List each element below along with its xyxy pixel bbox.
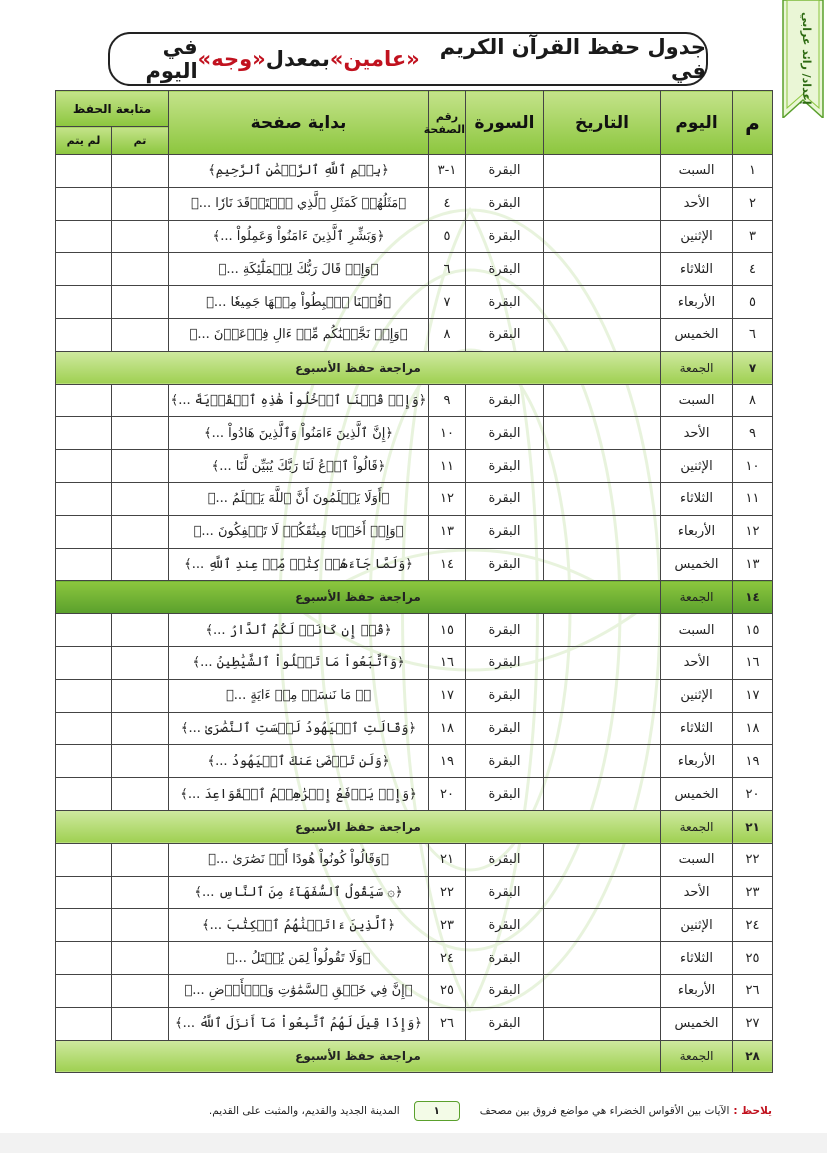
title-duration: «عامين» — [329, 47, 420, 71]
row-page: ١٠ — [429, 417, 466, 450]
table-row — [56, 286, 773, 319]
row-number: ١٤ — [733, 581, 773, 614]
header-page: رقم الصفحة — [429, 91, 466, 155]
table-row — [56, 942, 773, 975]
page-title — [108, 32, 708, 86]
table-row — [56, 384, 773, 417]
row-day: الأربعاء — [661, 974, 733, 1007]
row-page: ٢٣ — [429, 909, 466, 942]
done-checkbox[interactable] — [112, 745, 169, 778]
date-field[interactable] — [544, 909, 661, 942]
date-field[interactable] — [544, 646, 661, 679]
table-row — [56, 909, 773, 942]
date-field[interactable] — [544, 614, 661, 647]
date-field[interactable] — [544, 318, 661, 351]
not-done-checkbox[interactable] — [56, 909, 112, 942]
row-sura: البقرة — [466, 712, 544, 745]
row-start-verse: ﴿وَقَالُواْ كُونُواْ هُودًا أَوۡ نَصَٰرَىٰ ...﴾ — [169, 843, 429, 876]
page-number: ١ — [414, 1101, 460, 1121]
row-number: ٥ — [733, 286, 773, 319]
row-day: السبت — [661, 843, 733, 876]
row-sura: البقرة — [466, 614, 544, 647]
not-done-checkbox[interactable] — [56, 318, 112, 351]
row-start-verse: ﴿وَبَشِّرِ ٱلَّذِينَ ءَامَنُواْ وَعَمِلُواْ ...﴾ — [169, 220, 429, 253]
not-done-checkbox[interactable] — [56, 253, 112, 286]
not-done-checkbox[interactable] — [56, 548, 112, 581]
note-text-a: الآيات بين الأقواس الخضراء هي مواضع فروق بين مصحف — [479, 1105, 730, 1117]
title-part-1: جدول حفظ القرآن الكريم في — [439, 35, 706, 83]
row-page: ٦ — [429, 253, 466, 286]
done-checkbox[interactable] — [112, 417, 169, 450]
review-label: مراجعة حفظ الأسبوع — [56, 351, 661, 384]
row-day: الثلاثاء — [661, 253, 733, 286]
row-page: ٧ — [429, 286, 466, 319]
date-field[interactable] — [544, 482, 661, 515]
row-start-verse: ﴿إِنَّ فِي خَلۡقِ ٱلسَّمَٰوَٰتِ وَٱلۡأَرۡضِ ...﴾ — [169, 974, 429, 1007]
table-row — [56, 843, 773, 876]
row-start-verse: ﴿قَالُواْ ٱدۡعُ لَنَا رَبَّكَ يُبَيِّن لَّنَا ...﴾ — [169, 450, 429, 483]
date-field[interactable] — [544, 843, 661, 876]
not-done-checkbox[interactable] — [56, 712, 112, 745]
row-start-verse: ﴿وَقَالَتِ ٱلۡيَهُودُ لَيۡسَتِ ٱلنَّصَٰرَىٰ ...﴾ — [169, 712, 429, 745]
row-start-verse: ﴿ٱلَّذِينَ ءَاتَيۡنَٰهُمُ ٱلۡكِتَٰبَ ...﴾ — [169, 909, 429, 942]
row-number: ١ — [733, 155, 773, 188]
row-sura: البقرة — [466, 548, 544, 581]
row-start-verse: ﴿وَلَا تَقُولُواْ لِمَن يُقۡتَلُ ...﴾ — [169, 942, 429, 975]
row-day: الخميس — [661, 778, 733, 811]
header-m: م — [733, 91, 773, 155]
row-number: ١٦ — [733, 646, 773, 679]
row-day: الجمعة — [661, 810, 733, 843]
table-row — [56, 745, 773, 778]
table-row — [56, 318, 773, 351]
row-number: ١٩ — [733, 745, 773, 778]
table-body — [56, 155, 773, 1073]
row-number: ١٣ — [733, 548, 773, 581]
row-day: السبت — [661, 614, 733, 647]
row-number: ٢٨ — [733, 1040, 773, 1073]
not-done-checkbox[interactable] — [56, 384, 112, 417]
footer-note — [55, 1100, 772, 1122]
row-number: ٢١ — [733, 810, 773, 843]
not-done-checkbox[interactable] — [56, 220, 112, 253]
row-sura: البقرة — [466, 909, 544, 942]
done-checkbox[interactable] — [112, 974, 169, 1007]
row-number: ٩ — [733, 417, 773, 450]
row-sura: البقرة — [466, 220, 544, 253]
date-field[interactable] — [544, 679, 661, 712]
table-row — [56, 712, 773, 745]
date-field[interactable] — [544, 450, 661, 483]
row-start-verse: ﴿بِسۡمِ ٱللَّهِ ٱلرَّحۡمَٰنِ ٱلرَّحِيمِ﴾ — [169, 155, 429, 188]
header-done: تم — [112, 127, 169, 155]
table-row — [56, 482, 773, 515]
not-done-checkbox[interactable] — [56, 974, 112, 1007]
row-sura: البقرة — [466, 318, 544, 351]
header-not-done: لم يتم — [56, 127, 112, 155]
row-start-verse: ﴿وَإِذۡ أَخَذۡنَا مِيثَٰقَكُمۡ لَا تَسۡفِكُونَ ...﴾ — [169, 515, 429, 548]
date-field[interactable] — [544, 876, 661, 909]
row-day: الثلاثاء — [661, 942, 733, 975]
row-page: ٩ — [429, 384, 466, 417]
note-label: يلاحظ : — [733, 1105, 772, 1117]
table-row — [56, 974, 773, 1007]
row-sura: البقرة — [466, 450, 544, 483]
row-sura: البقرة — [466, 515, 544, 548]
row-sura: البقرة — [466, 286, 544, 319]
done-checkbox[interactable] — [112, 778, 169, 811]
not-done-checkbox[interactable] — [56, 482, 112, 515]
table-row — [56, 220, 773, 253]
row-day: الخميس — [661, 548, 733, 581]
header-tracking: متابعة الحفظ — [56, 91, 169, 127]
title-rate: «وجه» — [197, 47, 266, 71]
row-number: ٦ — [733, 318, 773, 351]
table-row — [56, 876, 773, 909]
done-checkbox[interactable] — [112, 614, 169, 647]
done-checkbox[interactable] — [112, 482, 169, 515]
bottom-band — [0, 1133, 827, 1153]
row-start-verse: ﴿وَإِذۡ يَرۡفَعُ إِبۡرَٰهِـۧمُ ٱلۡقَوَاعِدَ ...﴾ — [169, 778, 429, 811]
not-done-checkbox[interactable] — [56, 679, 112, 712]
done-checkbox[interactable] — [112, 155, 169, 188]
row-sura: البقرة — [466, 253, 544, 286]
row-day: السبت — [661, 155, 733, 188]
row-page: ١٣ — [429, 515, 466, 548]
row-sura: البقرة — [466, 384, 544, 417]
row-start-verse: ﴿وَإِذۡ قُلۡنَا ٱدۡخُلُواْ هَٰذِهِ ٱلۡقَرۡيَةَ ...﴾ — [169, 384, 429, 417]
done-checkbox[interactable] — [112, 712, 169, 745]
row-sura: البقرة — [466, 187, 544, 220]
row-page: ٥ — [429, 220, 466, 253]
row-sura: البقرة — [466, 778, 544, 811]
row-start-verse: ﴿وَٱتَّبَعُواْ مَا تَتۡلُواْ ٱلشَّيَٰطِينُ ...﴾ — [169, 646, 429, 679]
row-day: الثلاثاء — [661, 482, 733, 515]
row-number: ١٢ — [733, 515, 773, 548]
table-row — [56, 417, 773, 450]
author-ribbon — [779, 0, 827, 118]
header-start: بداية صفحة — [169, 91, 429, 155]
row-page: ١٩ — [429, 745, 466, 778]
row-number: ٣ — [733, 220, 773, 253]
done-checkbox[interactable] — [112, 384, 169, 417]
row-number: ٧ — [733, 351, 773, 384]
not-done-checkbox[interactable] — [56, 286, 112, 319]
done-checkbox[interactable] — [112, 942, 169, 975]
row-page: ٨ — [429, 318, 466, 351]
done-checkbox[interactable] — [112, 450, 169, 483]
table-row — [56, 515, 773, 548]
row-page: ١-٣ — [429, 155, 466, 188]
row-sura: البقرة — [466, 679, 544, 712]
review-label: مراجعة حفظ الأسبوع — [56, 810, 661, 843]
memorization-table — [55, 90, 773, 1073]
row-start-verse: ﴿وَإِذۡ قَالَ رَبُّكَ لِلۡمَلَٰٓئِكَةِ ...﴾ — [169, 253, 429, 286]
not-done-checkbox[interactable] — [56, 417, 112, 450]
row-number: ٢٧ — [733, 1007, 773, 1040]
row-day: الثلاثاء — [661, 712, 733, 745]
done-checkbox[interactable] — [112, 843, 169, 876]
row-day: الأربعاء — [661, 515, 733, 548]
row-page: ١٨ — [429, 712, 466, 745]
table-row — [56, 548, 773, 581]
row-day: الأحد — [661, 876, 733, 909]
row-day: الجمعة — [661, 1040, 733, 1073]
row-page: ١٢ — [429, 482, 466, 515]
row-start-verse: ﴿إِنَّ ٱلَّذِينَ ءَامَنُواْ وَٱلَّذِينَ هَادُواْ ...﴾ — [169, 417, 429, 450]
not-done-checkbox[interactable] — [56, 155, 112, 188]
row-number: ٢٠ — [733, 778, 773, 811]
row-day: الأربعاء — [661, 286, 733, 319]
note-text-b: المدينة الجديد والقديم، والمثبت على القديم. — [208, 1105, 400, 1117]
table-row — [56, 1007, 773, 1040]
date-field[interactable] — [544, 417, 661, 450]
row-number: ٢ — [733, 187, 773, 220]
date-field[interactable] — [544, 1007, 661, 1040]
header-date: التاريخ — [544, 91, 661, 155]
done-checkbox[interactable] — [112, 318, 169, 351]
not-done-checkbox[interactable] — [56, 614, 112, 647]
date-field[interactable] — [544, 548, 661, 581]
date-field[interactable] — [544, 515, 661, 548]
row-start-verse: ﴿۞ مَا نَنسَخۡ مِنۡ ءَايَةٍ ...﴾ — [169, 679, 429, 712]
date-field[interactable] — [544, 778, 661, 811]
not-done-checkbox[interactable] — [56, 646, 112, 679]
review-label: مراجعة حفظ الأسبوع — [56, 1040, 661, 1073]
row-sura: البقرة — [466, 876, 544, 909]
row-page: ٢٥ — [429, 974, 466, 1007]
row-page: ١٤ — [429, 548, 466, 581]
row-start-verse: ﴿قُلۡ إِن كَانَتۡ لَكُمُ ٱلدَّارُ ...﴾ — [169, 614, 429, 647]
done-checkbox[interactable] — [112, 646, 169, 679]
done-checkbox[interactable] — [112, 515, 169, 548]
done-checkbox[interactable] — [112, 187, 169, 220]
row-day: الخميس — [661, 318, 733, 351]
row-day: الأحد — [661, 187, 733, 220]
row-page: ٢٦ — [429, 1007, 466, 1040]
not-done-checkbox[interactable] — [56, 843, 112, 876]
date-field[interactable] — [544, 187, 661, 220]
done-checkbox[interactable] — [112, 679, 169, 712]
row-day: الإثنين — [661, 450, 733, 483]
row-page: ١٥ — [429, 614, 466, 647]
row-day: الجمعة — [661, 351, 733, 384]
not-done-checkbox[interactable] — [56, 515, 112, 548]
table-row — [56, 679, 773, 712]
title-part-5: في اليوم — [145, 35, 198, 83]
row-number: ١١ — [733, 482, 773, 515]
row-number: ٢٣ — [733, 876, 773, 909]
review-label: مراجعة حفظ الأسبوع — [56, 581, 661, 614]
row-number: ٨ — [733, 384, 773, 417]
table-row — [56, 187, 773, 220]
not-done-checkbox[interactable] — [56, 450, 112, 483]
done-checkbox[interactable] — [112, 548, 169, 581]
row-start-verse: ﴿وَلَمَّا جَآءَهُمۡ كِتَٰبٞ مِّنۡ عِندِ ٱللَّهِ ...﴾ — [169, 548, 429, 581]
done-checkbox[interactable] — [112, 909, 169, 942]
author-credit: إعداد/ رائد عرابي — [800, 11, 813, 105]
not-done-checkbox[interactable] — [56, 745, 112, 778]
not-done-checkbox[interactable] — [56, 187, 112, 220]
table-row — [56, 450, 773, 483]
done-checkbox[interactable] — [112, 1007, 169, 1040]
row-day: الإثنين — [661, 220, 733, 253]
row-page: ١١ — [429, 450, 466, 483]
table-row — [56, 155, 773, 188]
review-row — [56, 351, 773, 384]
review-row — [56, 810, 773, 843]
row-start-verse: ﴿وَإِذۡ نَجَّيۡنَٰكُم مِّنۡ ءَالِ فِرۡعَوۡنَ ...﴾ — [169, 318, 429, 351]
row-sura: البقرة — [466, 974, 544, 1007]
row-day: السبت — [661, 384, 733, 417]
header-day: اليوم — [661, 91, 733, 155]
row-day: الإثنين — [661, 679, 733, 712]
row-number: ١٧ — [733, 679, 773, 712]
date-field[interactable] — [544, 974, 661, 1007]
row-number: ١٥ — [733, 614, 773, 647]
date-field[interactable] — [544, 712, 661, 745]
row-page: ٢٠ — [429, 778, 466, 811]
table-row — [56, 646, 773, 679]
row-day: الأحد — [661, 646, 733, 679]
review-row — [56, 581, 773, 614]
row-day: الخميس — [661, 1007, 733, 1040]
row-number: ٢٥ — [733, 942, 773, 975]
date-field[interactable] — [544, 745, 661, 778]
not-done-checkbox[interactable] — [56, 876, 112, 909]
table-row — [56, 778, 773, 811]
row-sura: البقرة — [466, 155, 544, 188]
row-day: الجمعة — [661, 581, 733, 614]
row-start-verse: ﴿۞ سَيَقُولُ ٱلسُّفَهَآءُ مِنَ ٱلنَّاسِ ...﴾ — [169, 876, 429, 909]
done-checkbox[interactable] — [112, 220, 169, 253]
not-done-checkbox[interactable] — [56, 942, 112, 975]
row-day: الأحد — [661, 417, 733, 450]
row-sura: البقرة — [466, 942, 544, 975]
row-sura: البقرة — [466, 745, 544, 778]
row-number: ٤ — [733, 253, 773, 286]
row-sura: البقرة — [466, 843, 544, 876]
row-day: الأربعاء — [661, 745, 733, 778]
row-page: ١٧ — [429, 679, 466, 712]
row-number: ٢٦ — [733, 974, 773, 1007]
row-number: ٢٢ — [733, 843, 773, 876]
row-start-verse: ﴿مَثَلُهُمۡ كَمَثَلِ ٱلَّذِي ٱسۡتَوۡقَدَ نَارٗا ...﴾ — [169, 187, 429, 220]
date-field[interactable] — [544, 942, 661, 975]
row-start-verse: ﴿وَإِذَا قِيلَ لَهُمُ ٱتَّبِعُواْ مَآ أَنزَلَ ٱللَّهُ ...﴾ — [169, 1007, 429, 1040]
date-field[interactable] — [544, 220, 661, 253]
date-field[interactable] — [544, 384, 661, 417]
row-sura: البقرة — [466, 1007, 544, 1040]
date-field[interactable] — [544, 253, 661, 286]
done-checkbox[interactable] — [112, 286, 169, 319]
done-checkbox[interactable] — [112, 876, 169, 909]
not-done-checkbox[interactable] — [56, 1007, 112, 1040]
done-checkbox[interactable] — [112, 253, 169, 286]
title-part-3: بمعدل — [265, 47, 330, 71]
row-page: ٤ — [429, 187, 466, 220]
row-page: ٢٢ — [429, 876, 466, 909]
row-start-verse: ﴿وَلَن تَرۡضَىٰ عَنكَ ٱلۡيَهُودُ ...﴾ — [169, 745, 429, 778]
review-row — [56, 1040, 773, 1073]
row-page: ٢١ — [429, 843, 466, 876]
row-start-verse: ﴿قُلۡنَا ٱهۡبِطُواْ مِنۡهَا جَمِيعٗا ...﴾ — [169, 286, 429, 319]
date-field[interactable] — [544, 155, 661, 188]
date-field[interactable] — [544, 286, 661, 319]
row-page: ١٦ — [429, 646, 466, 679]
table-row — [56, 253, 773, 286]
row-page: ٢٤ — [429, 942, 466, 975]
row-sura: البقرة — [466, 646, 544, 679]
row-start-verse: ﴿أَوَلَا يَعۡلَمُونَ أَنَّ ٱللَّهَ يَعۡلَمُ ...﴾ — [169, 482, 429, 515]
row-number: ٢٤ — [733, 909, 773, 942]
header-sura: السورة — [466, 91, 544, 155]
row-sura: البقرة — [466, 482, 544, 515]
not-done-checkbox[interactable] — [56, 778, 112, 811]
row-number: ١٨ — [733, 712, 773, 745]
row-number: ١٠ — [733, 450, 773, 483]
row-sura: البقرة — [466, 417, 544, 450]
row-day: الإثنين — [661, 909, 733, 942]
table-row — [56, 614, 773, 647]
